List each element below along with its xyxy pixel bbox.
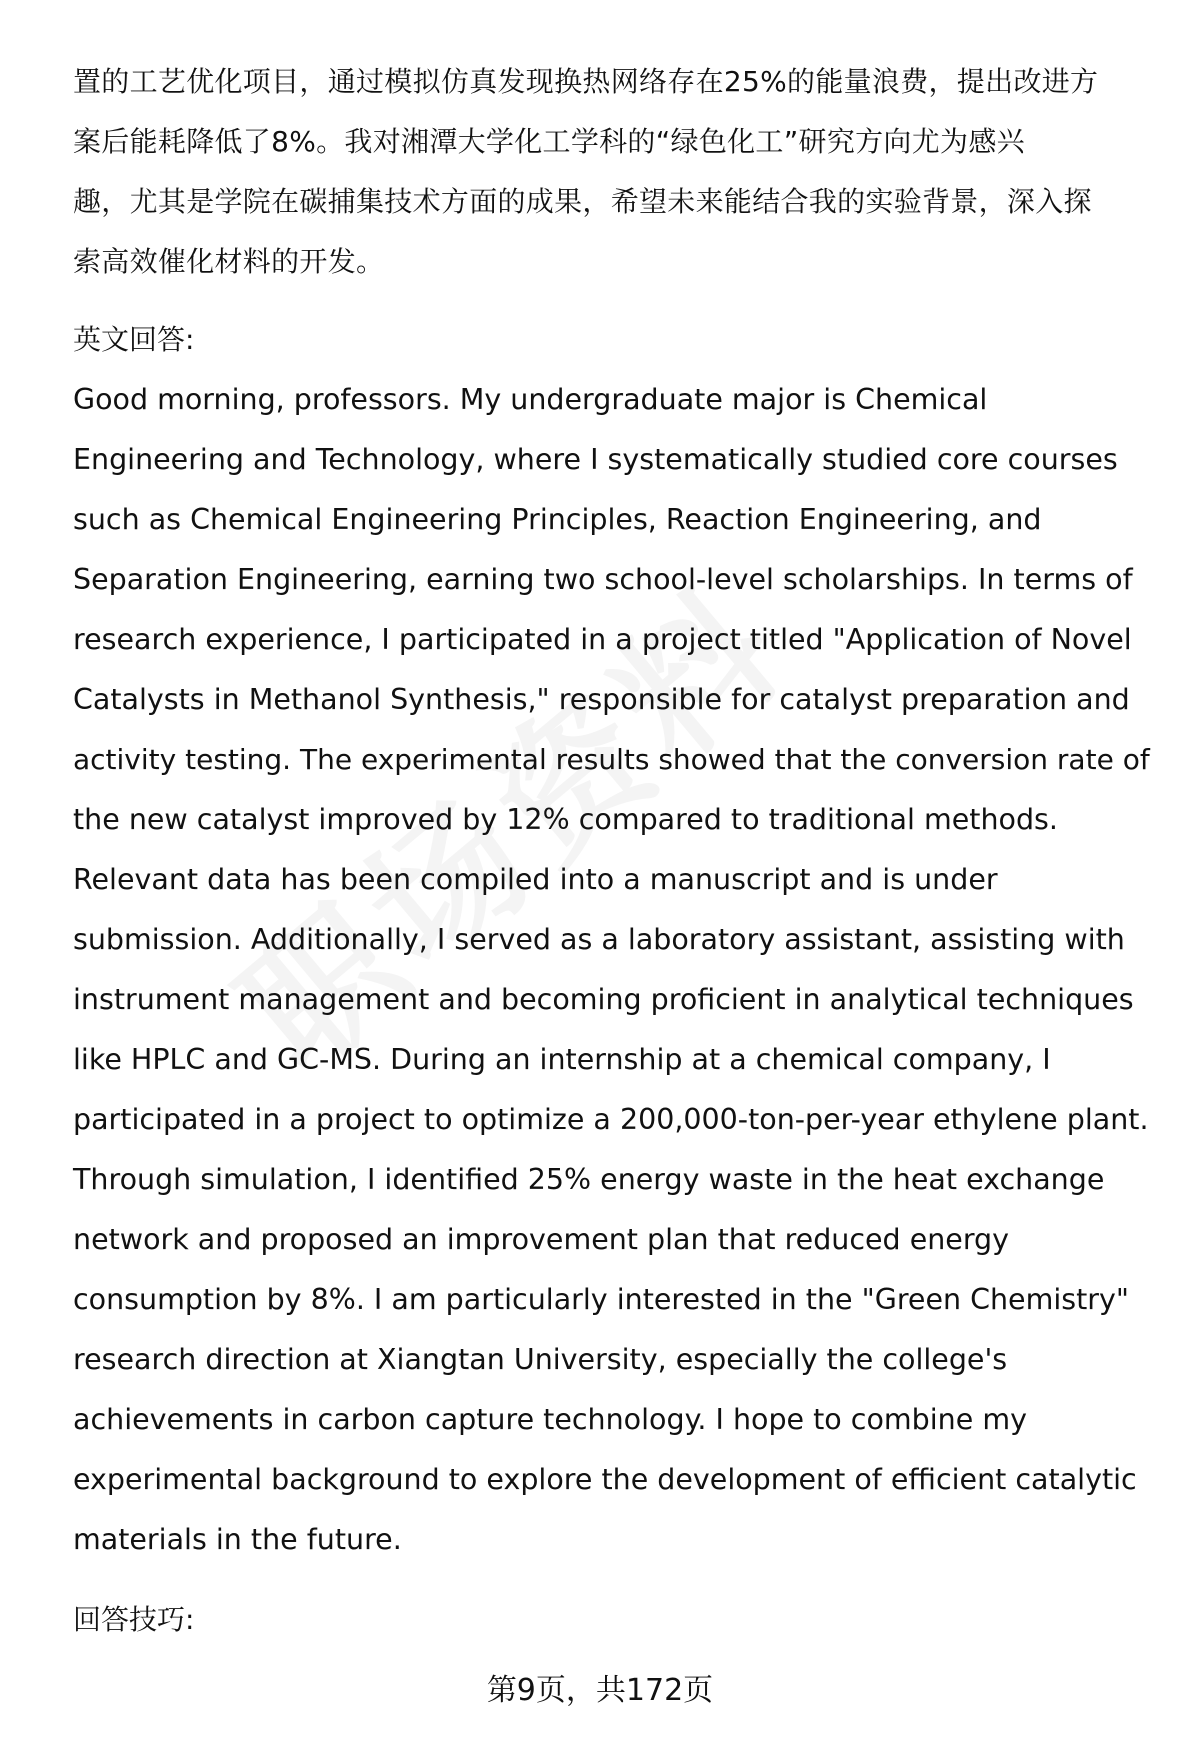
chinese-answer-paragraph xyxy=(73,52,1163,292)
en-line: like HPLC and GC-MS. During an internship at a chemical company, I xyxy=(73,1043,1051,1076)
en-line: Separation Engineering, earning two school-level scholarships. In terms of xyxy=(73,563,1133,596)
cn-line: 案后能耗降低了8%。我对湘潭大学化工学科的“绿色化工”研究方向尤为感兴 xyxy=(73,125,1025,158)
en-line: experimental background to explore the development of efficient catalytic xyxy=(73,1463,1137,1496)
cn-line: 索高效催化材料的开发。 xyxy=(73,245,385,278)
en-line: participated in a project to optimize a 200,000-ton-per-year ethylene plant. xyxy=(73,1103,1149,1136)
page-number-footer: 第9页，共172页 xyxy=(486,1673,714,1708)
en-line: research experience, I participated in a project titled "Application of Novel xyxy=(73,623,1132,656)
en-line: instrument management and becoming proficient in analytical techniques xyxy=(73,983,1134,1016)
english-answer-paragraph xyxy=(73,370,1163,1570)
en-line: activity testing. The experimental results showed that the conversion rate of xyxy=(73,743,1150,776)
en-line: such as Chemical Engineering Principles, Reaction Engineering, and xyxy=(73,503,1042,536)
answer-tips-heading: 回答技巧: xyxy=(73,1603,195,1636)
en-line: Relevant data has been compiled into a manuscript and is under xyxy=(73,863,998,896)
english-answer-heading: 英文回答: xyxy=(73,323,195,356)
en-line: network and proposed an improvement plan that reduced energy xyxy=(73,1223,1010,1256)
en-line: Through simulation, I identified 25% energy waste in the heat exchange xyxy=(73,1163,1105,1196)
document-content xyxy=(73,52,1163,1650)
en-line: research direction at Xiangtan University, especially the college's xyxy=(73,1343,1008,1376)
cn-line: 置的工艺优化项目，通过模拟仿真发现换热网络存在25%的能量浪费，提出改进方 xyxy=(73,65,1099,98)
en-line: materials in the future. xyxy=(73,1523,402,1556)
en-line: Catalysts in Methanol Synthesis," responsible for catalyst preparation and xyxy=(73,683,1130,716)
cn-line: 趣，尤其是学院在碳捕集技术方面的成果，希望未来能结合我的实验背景，深入探 xyxy=(73,185,1092,218)
en-line: achievements in carbon capture technology. I hope to combine my xyxy=(73,1403,1027,1436)
en-line: Engineering and Technology, where I systematically studied core courses xyxy=(73,443,1118,476)
en-line: submission. Additionally, I served as a laboratory assistant, assisting with xyxy=(73,923,1125,956)
en-line: Good morning, professors. My undergraduate major is Chemical xyxy=(73,383,988,416)
en-line: consumption by 8%. I am particularly interested in the "Green Chemistry" xyxy=(73,1283,1129,1316)
en-line: the new catalyst improved by 12% compared to traditional methods. xyxy=(73,803,1058,836)
